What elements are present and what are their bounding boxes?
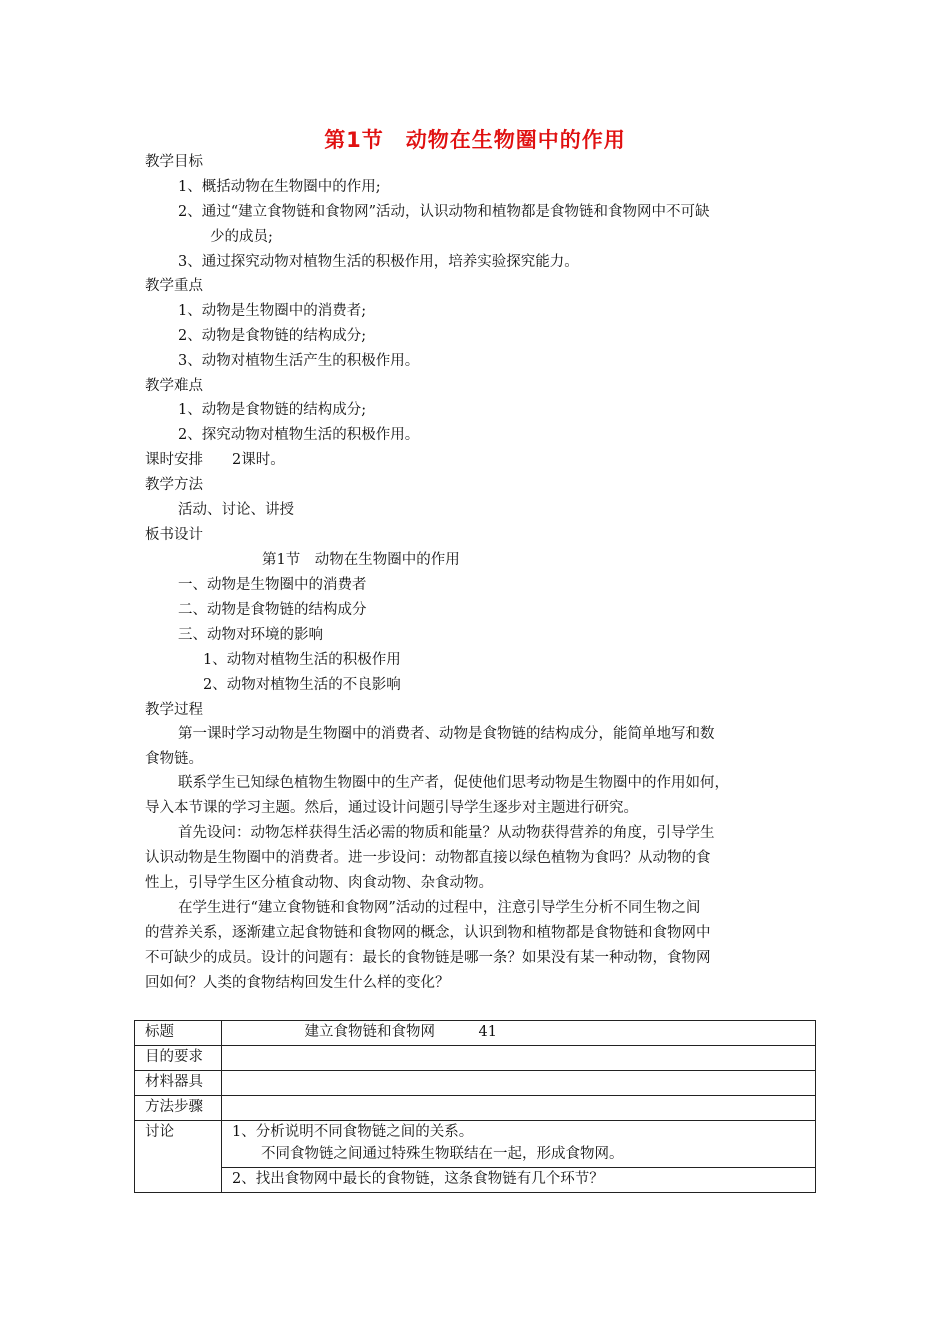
- schedule: 课时安排 2课时。: [145, 452, 285, 468]
- difficulty-item: 1、动物是食物链的结构成分;: [178, 402, 367, 418]
- table-row: [135, 1096, 816, 1121]
- process-line: 的营养关系，逐渐建立起食物链和食物网的概念，认识到物和植物都是食物链和食物网中: [145, 925, 711, 941]
- methods-text: 活动、讨论、讲授: [178, 502, 294, 518]
- process-line: 联系学生已知绿色植物生物圈中的生产者，促使他们思考动物是生物圈中的作用如何，: [178, 775, 729, 791]
- goals-heading: 教学目标: [145, 154, 203, 170]
- discussion-line: 1、分析说明不同食物链之间的关系。: [232, 1124, 474, 1140]
- process-line: 性上，引导学生区分植食动物、肉食动物、杂食动物。: [145, 875, 493, 891]
- process-line: 第一课时学习动物是生物圈中的消费者、动物是食物链的结构成分，能简单地写和数: [178, 726, 715, 742]
- table-row: [135, 1168, 816, 1193]
- board-subitem: 2、动物对植物生活的不良影响: [203, 677, 401, 693]
- board-heading: 板书设计: [145, 527, 203, 543]
- board-item: 三、动物对环境的影响: [178, 627, 323, 643]
- process-line: 不可缺少的成员。设计的问题有：最长的食物链是哪一条？如果没有某一种动物，食物网: [145, 950, 711, 966]
- table-row: [135, 1021, 816, 1046]
- table-label: 方法步骤: [135, 1096, 222, 1121]
- table-value: [222, 1046, 816, 1071]
- process-line: 导入本节课的学习主题。然后，通过设计问题引导学生逐步对主题进行研究。: [145, 800, 638, 816]
- key-point-item: 3、动物对植物生活产生的积极作用。: [178, 353, 420, 369]
- discussion-line: 2、找出食物网中最长的食物链，这条食物链有几个环节？: [232, 1171, 604, 1187]
- difficulty-item: 2、探究动物对植物生活的积极作用。: [178, 427, 420, 443]
- table-value: [222, 1096, 816, 1121]
- goal-item: 少的成员;: [210, 229, 273, 245]
- table-row: [135, 1071, 816, 1096]
- process-line: 食物链。: [145, 751, 203, 767]
- goal-item: 1、概括动物在生物圈中的作用;: [178, 179, 381, 195]
- process-line: 认识动物是生物圈中的消费者。进一步设问：动物都直接以绿色植物为食吗？从动物的食: [145, 850, 711, 866]
- table-label: 材料器具: [135, 1071, 222, 1096]
- table-value: [222, 1071, 816, 1096]
- key-point-item: 1、动物是生物圈中的消费者;: [178, 303, 367, 319]
- key-points-heading: 教学重点: [145, 278, 203, 294]
- process-line: 首先设问：动物怎样获得生活必需的物质和能量？从动物获得营养的角度，引导学生: [178, 825, 715, 841]
- process-line: 回如何？人类的食物结构回发生什么样的变化？: [145, 975, 450, 991]
- discussion-line: 不同食物链之间通过特殊生物联结在一起，形成食物网。: [232, 1146, 624, 1162]
- goal-item: 3、通过探究动物对植物生活的积极作用，培养实验探究能力。: [178, 254, 579, 270]
- board-item: 一、动物是生物圈中的消费者: [178, 577, 367, 593]
- table-label: 标题: [135, 1021, 222, 1046]
- process-line: 在学生进行“建立食物链和食物网”活动的过程中，注意引导学生分析不同生物之间: [178, 900, 701, 916]
- process-heading: 教学过程: [145, 702, 203, 718]
- board-item: 二、动物是食物链的结构成分: [178, 602, 367, 618]
- table-label: 讨论: [135, 1121, 222, 1193]
- discussion-cell: [222, 1168, 816, 1193]
- key-point-item: 2、动物是食物链的结构成分;: [178, 328, 367, 344]
- board-subitem: 1、动物对植物生活的积极作用: [203, 652, 401, 668]
- table-row: [135, 1121, 816, 1168]
- table-row: [135, 1046, 816, 1071]
- discussion-cell: [222, 1121, 816, 1168]
- table-label: 目的要求: [135, 1046, 222, 1071]
- table-value: 建立食物链和食物网 41: [222, 1021, 816, 1046]
- activity-table: [134, 1020, 816, 1193]
- page-title: 第1节 动物在生物圈中的作用: [324, 128, 626, 152]
- goal-item: 2、通过“建立食物链和食物网”活动，认识动物和植物都是食物链和食物网中不可缺: [178, 204, 710, 220]
- difficulties-heading: 教学难点: [145, 378, 203, 394]
- methods-heading: 教学方法: [145, 477, 203, 493]
- board-title: 第1节 动物在生物圈中的作用: [262, 552, 460, 568]
